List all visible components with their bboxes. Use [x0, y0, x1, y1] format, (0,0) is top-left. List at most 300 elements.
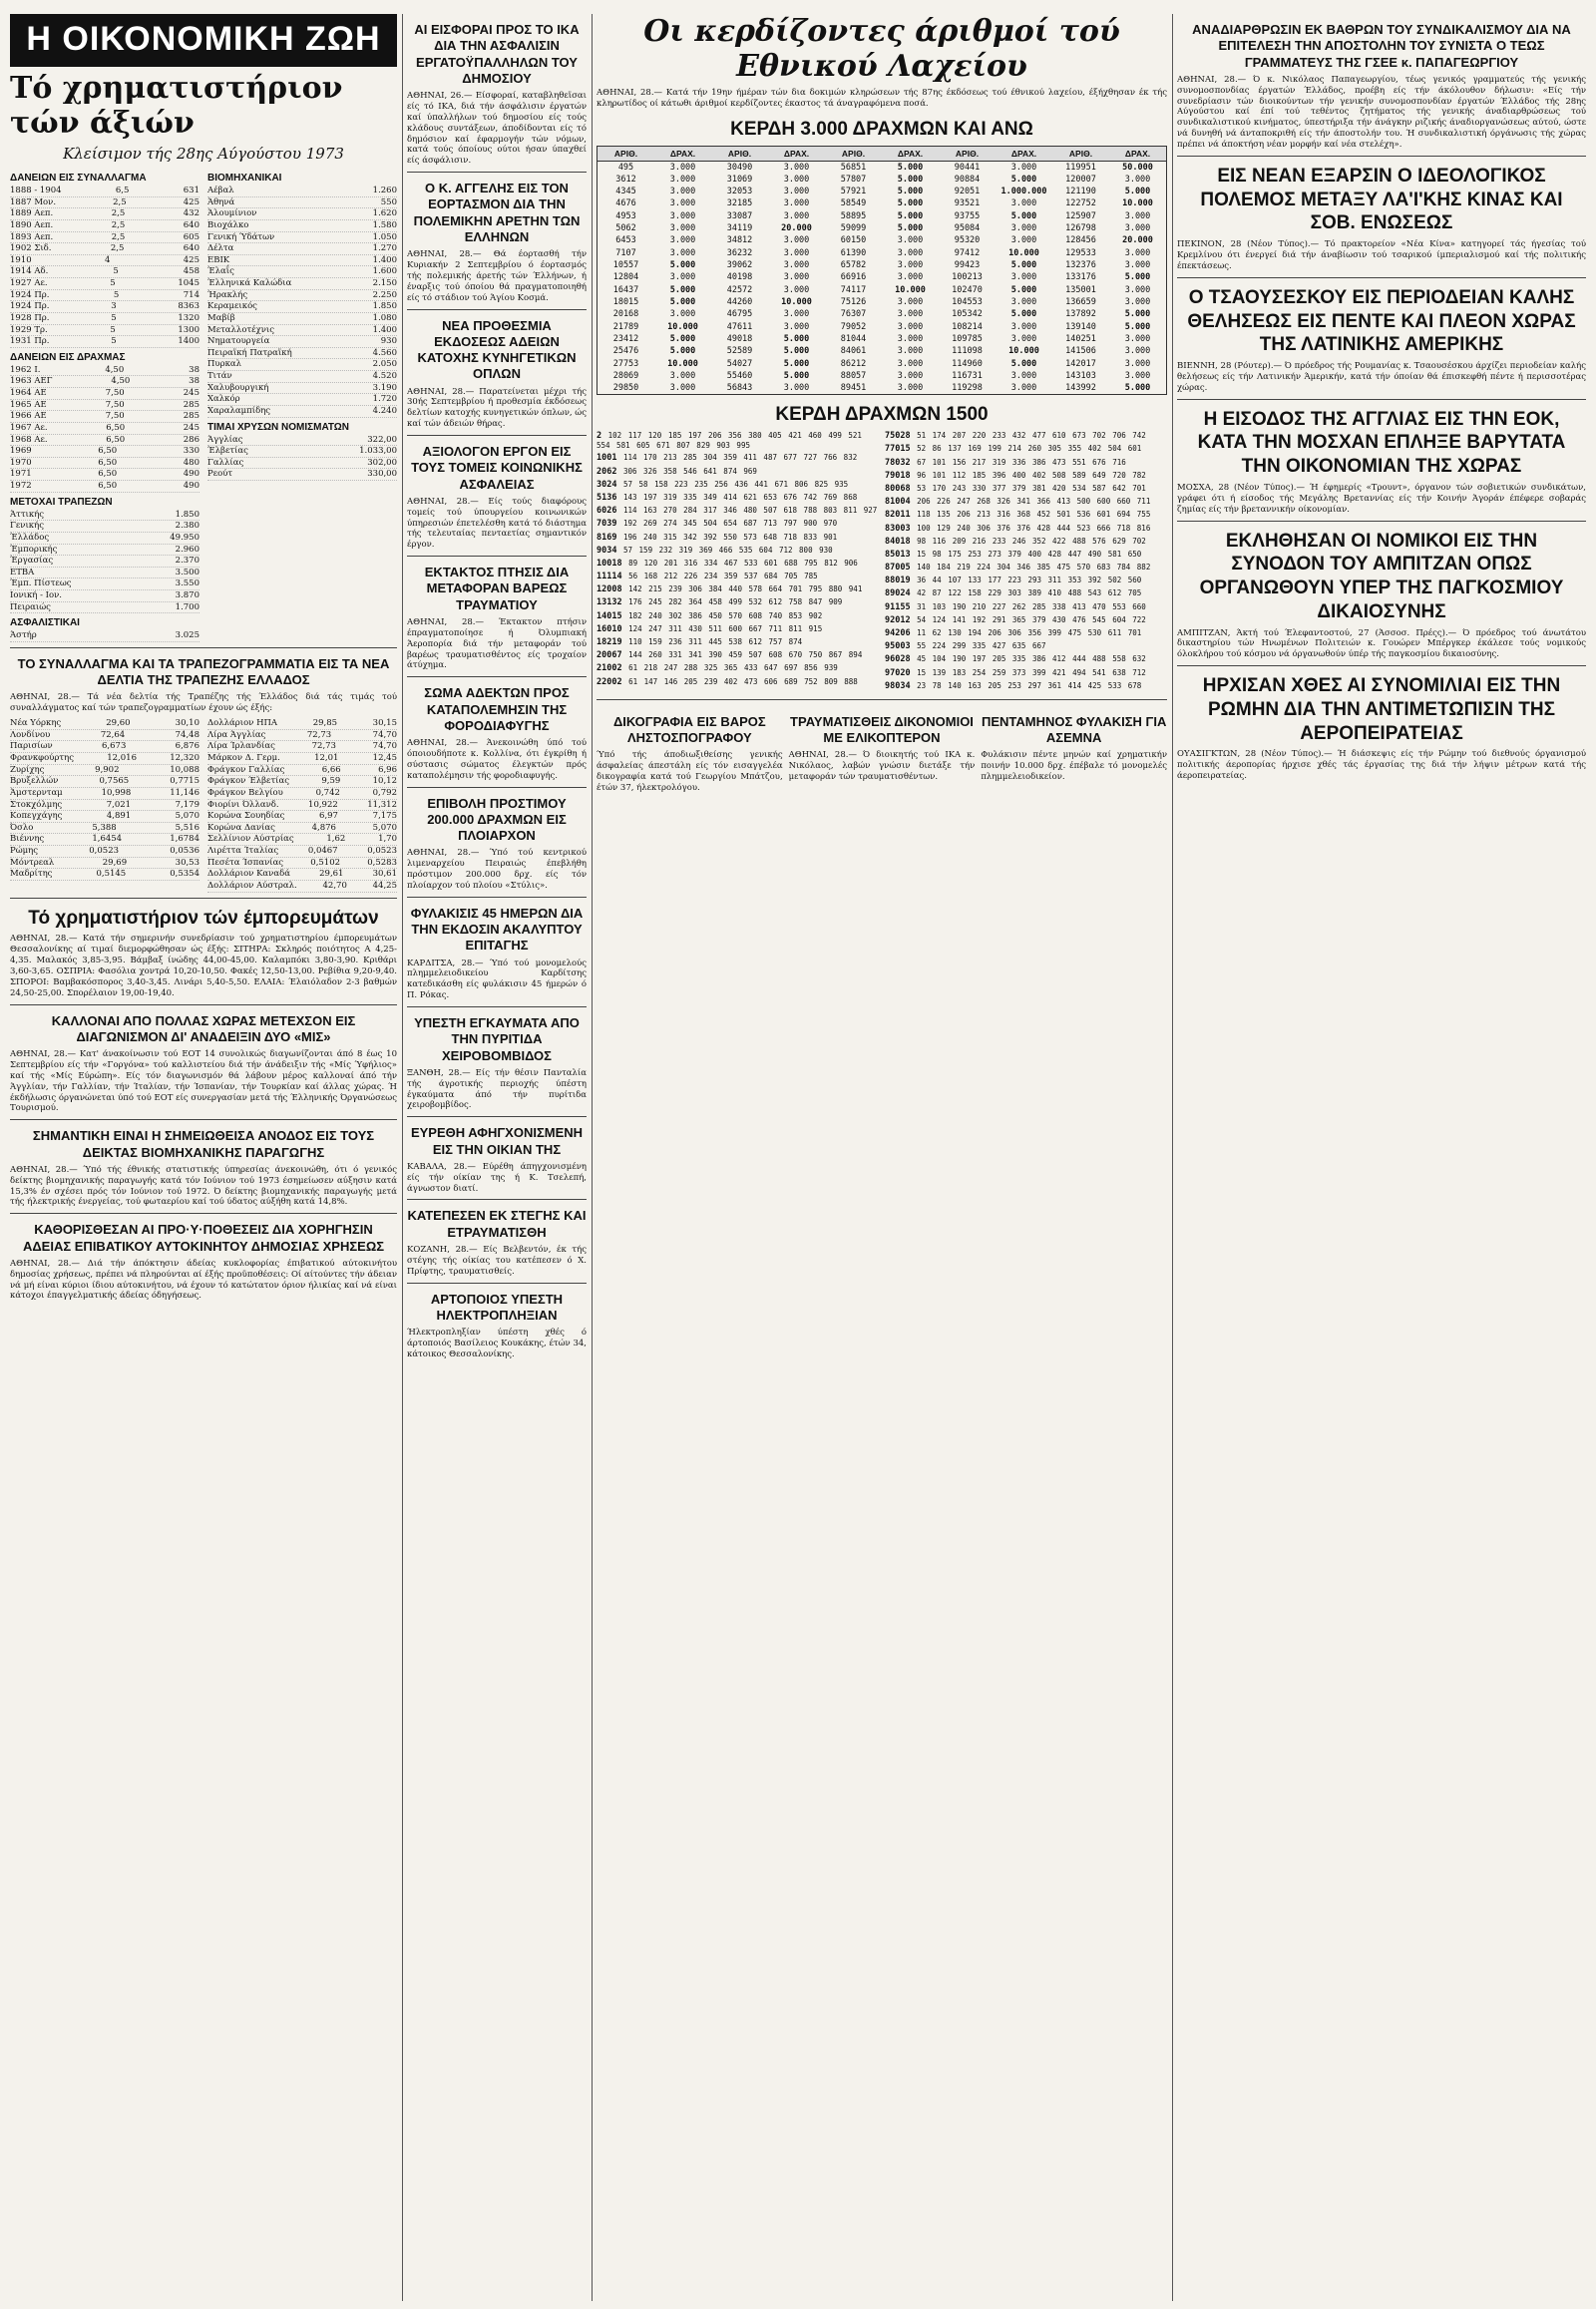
- lottery-intro: ΑΘΗΝΑΙ, 28.— Κατά τήν 19ην ήμέραν τών δια δοκιμών κληρώσεων τής 87ης έκδόσεως τού έθνικού λαχείου, έξήχθησαν έκ τής κληρωτίδος οί κάτωθι άριθμοί κερδίζοντες έκαστος τά άναγραφόμενα ποσά.: [597, 88, 1167, 109]
- lottery-prize: 3.000: [1124, 296, 1151, 307]
- lottery-number: 136659: [1065, 296, 1096, 307]
- lottery-number: 129533: [1065, 247, 1096, 258]
- lottery-number-block: [597, 480, 879, 490]
- lottery-prize: 3.000: [1010, 296, 1037, 307]
- table-cell: 1924 Πρ.: [10, 301, 50, 312]
- lottery-prize: 3.000: [783, 162, 810, 173]
- table-cell: 1902 Σιδ.: [10, 243, 52, 254]
- lottery-prize: 5.000: [897, 198, 924, 209]
- table-cell: Φιορίνι Όλλανδ.: [207, 799, 279, 810]
- lottery-number: 39062: [726, 260, 753, 270]
- stock-exchange-subtitle: Κλείσιμον τής 28ης Αύγούστου 1973: [63, 145, 344, 163]
- table-cell: 1931 Πρ.: [10, 336, 50, 347]
- table-row: [207, 383, 397, 395]
- bottom-brief: [981, 706, 1167, 798]
- lottery-number: 128456: [1065, 235, 1096, 246]
- lottery-prize: 3.000: [669, 223, 696, 234]
- table-cell: 6,5: [115, 186, 130, 195]
- table-row: [10, 741, 200, 753]
- table-row: [207, 266, 397, 278]
- lottery-prize: 5.000: [897, 210, 924, 221]
- table-cell: 30,61: [372, 869, 397, 880]
- lottery-prize: 5.000: [897, 174, 924, 185]
- table-row: [10, 578, 200, 590]
- brief-text-1: ΑΘΗΝΑΙ, 26.— Είσφοραί, καταβληθεϊσαι είς τό ΙΚΑ, διά τήν άσφάλισιν έργατών καί ύπαλλήλων τού δημοσίου είς τούς κλάδους συντάξεων, άποδίδονται είς τό δημόσιον καί έφαρμογήν τών νόμων, κατά τούς όποίους ούτοι ήσαν ύπαχθεί είς άσφάλισιν.: [407, 91, 587, 167]
- table-row: [207, 208, 397, 220]
- table-cell: 1.033,00: [359, 446, 397, 457]
- bottom-brief-text: Φυλάκισιν πέντε μηνών καί χρηματικήν ποινήν 10.000 δρχ. έπέβαλε τό μονομελές πλημμελειοδικείον.: [981, 750, 1167, 783]
- table-cell: 6,50: [98, 457, 118, 468]
- fx-table: [10, 718, 200, 892]
- lottery-prize: 3.000: [897, 272, 924, 283]
- lottery-prize: 10.000: [781, 296, 812, 307]
- table-cell: 72,64: [100, 729, 126, 740]
- table-cell: 42,70: [322, 880, 347, 891]
- lottery-block-lead: 2062: [597, 466, 617, 477]
- table-cell: Μόντρεαλ: [10, 857, 55, 868]
- table-row: [207, 313, 397, 325]
- lottery-number: 34812: [726, 235, 753, 246]
- lottery-number-block: [885, 602, 1167, 612]
- table-row: [10, 556, 200, 568]
- table-row: [10, 255, 200, 267]
- table-cell: Νηματουργεία: [207, 336, 270, 347]
- lottery-prize: 5.000: [1010, 174, 1037, 185]
- table-cell: 2,5: [111, 208, 126, 219]
- table-cell: 29,60: [106, 718, 131, 729]
- lottery-number: 116731: [952, 370, 983, 381]
- lottery-prize: 3.000: [783, 235, 810, 246]
- lottery-number: 90441: [954, 162, 981, 173]
- lottery-block-numbers: 51 174 207 220 233 432 477 610 673 702 706 742: [910, 431, 1146, 441]
- lottery-prize: 3.000: [783, 174, 810, 185]
- lottery-number: 25476: [612, 346, 639, 357]
- world-headline-5: ΕΚΛΗΘΗΣΑΝ ΟΙ ΝΟΜΙΚΟΙ ΕΙΣ ΤΗΝ ΣΥΝΟΔΟΝ ΤΟΥ ΑΜΠΙΤΖΑΝ ΟΠΩΣ ΟΡΓΑΝΩΘΟΥΝ ΥΠΕΡ ΤΗΣ ΠΑΓΚΟΣΜΙΟΥ ΔΙΚΑΙΟΣΥΝΗΣ: [1199, 530, 1564, 622]
- table-row: [207, 458, 397, 470]
- table-row: [207, 469, 397, 481]
- table-cell: 1320: [178, 312, 200, 323]
- table-cell: Φράγκον Έλβετίας: [207, 776, 289, 787]
- table-row: [10, 788, 200, 800]
- table-row: [10, 435, 200, 447]
- lottery-number: 4953: [615, 210, 636, 221]
- world-text-5: ΑΜΠΙΤΖΑΝ, Άκτή τού Έλεφαντοστού, 27 (Άσσοσ. Πρέςς).— Ό πρόεδρος τού άνωτάτου δικαστηρίου τών Ηνωμένων Πολιτειών κ. Γουώρεν Μπέργκερ έκάλεσε τούς νομικούς όλοκλήρου τού κόσμου νά όργανωθούν ύπέρ τής παγκοσμίου δικαιοσύνης.: [1177, 627, 1586, 660]
- lottery-block-numbers: 57 58 158 223 235 256 436 441 671 806 825 935: [616, 479, 849, 489]
- table-row: [10, 545, 200, 557]
- table-cell: 38: [189, 364, 200, 375]
- lottery-block-lead: 5136: [597, 492, 617, 503]
- table-cell: 490: [183, 481, 200, 491]
- brief-text-7: ΑΘΗΝΑΙ, 28.— Ύπό τού κεντρικού λιμεναρχείου Πειραιώς έπεβλήθη πρόστιμον 200.000 δρχ. είς τόν πλοίαρχον τού πλοίου «Στύλις».: [407, 848, 587, 891]
- lottery-block-numbers: 53 170 243 330 377 379 381 420 534 587 642 701: [910, 483, 1146, 493]
- lottery-number: 36232: [726, 247, 753, 258]
- lottery-number-block: [597, 431, 879, 450]
- table-cell: Βρυξελλών: [10, 776, 59, 787]
- table-row: [10, 521, 200, 533]
- table-cell: Τιτάν: [207, 371, 232, 381]
- lottery-number: 121190: [1065, 187, 1096, 197]
- table-cell: 7,179: [175, 799, 200, 810]
- lottery-prize: 5.000: [1124, 309, 1151, 320]
- table-cell: 605: [183, 231, 200, 242]
- lottery-number: 132376: [1065, 260, 1096, 270]
- lottery-prize: 3.000: [1010, 333, 1037, 344]
- lottery-prize: 3.000: [783, 284, 810, 295]
- table-cell: 5: [113, 289, 120, 300]
- lottery-block-numbers: 182 240 302 386 450 570 608 740 853 902: [621, 610, 823, 620]
- lottery-block-numbers: 124 247 311 430 511 600 667 711 811 915: [621, 623, 823, 633]
- lottery-header-1500: ΚΕΡΔΗ ΔΡΑΧΜΩΝ 1500: [775, 404, 989, 426]
- lottery-prize: 3.000: [669, 162, 696, 173]
- table-cell: Έλαΐς: [207, 266, 234, 277]
- table-cell: 6,50: [106, 434, 126, 445]
- table-cell: 3.500: [175, 567, 200, 577]
- world-headline-3: Ο ΤΣΑΟΥΣΕΣΚΟΥ ΕΙΣ ΠΕΡΙΟΔΕΙΑΝ ΚΑΛΗΣ ΘΕΛΗΣΕΩΣ ΕΙΣ ΠΕΝΤΕ ΚΑΙ ΠΛΕΟΝ ΧΩΡΑΣ ΤΗΣ ΛΑΤΙΝΙΚΗΣ ΑΜΕΡΙΚΗΣ: [1187, 286, 1576, 356]
- table-cell: 458: [183, 266, 200, 277]
- lottery-number-block: [885, 668, 1167, 678]
- lottery-prize: 1.000.000: [1000, 187, 1047, 197]
- table-cell: 302,00: [367, 457, 397, 468]
- lottery-number-block: [885, 615, 1167, 625]
- lottery-prize: 5.000: [1010, 210, 1037, 221]
- lottery-prize: 5.000: [1124, 187, 1151, 197]
- lottery-bottom-briefs: [597, 706, 1167, 798]
- lottery-block-numbers: 192 269 274 345 504 654 687 713 797 900 970: [616, 519, 838, 529]
- lottery-number-columns: [597, 431, 1167, 694]
- table-row: [10, 858, 200, 870]
- table-row: [207, 741, 397, 753]
- lottery-block-numbers: 23 78 140 163 205 253 297 361 414 425 533 678: [910, 680, 1142, 690]
- table-row: [207, 290, 397, 302]
- table-cell: 6,673: [102, 741, 127, 752]
- lottery-prize: 3.000: [669, 247, 696, 258]
- lottery-block-numbers: 206 226 247 268 326 341 366 413 500 600 660 711: [910, 497, 1151, 507]
- table-row: [10, 800, 200, 812]
- lottery-block-lead: 9034: [597, 545, 617, 556]
- lottery-number: 495: [617, 162, 634, 173]
- lottery-number-block: [885, 431, 1167, 441]
- table-row: [207, 788, 397, 800]
- table-cell: 72,73: [306, 729, 332, 740]
- table-cell: 1,62: [326, 834, 346, 845]
- section-masthead: Η ΟΙΚΟΝΟΜΙΚΗ ΖΩΗ: [10, 14, 397, 67]
- table-cell: 245: [183, 388, 200, 398]
- table-row: [207, 371, 397, 383]
- bottom-brief-text: ΑΘΗΝΑΙ, 28.— Ό διοικητής τού ΙΚΑ κ. Νικόλαος, λαβών γνώσιν διετάξε τήν μεταφοράν τών τραυματισθέντων.: [788, 750, 976, 783]
- lottery-prize: 3.000: [897, 370, 924, 381]
- lottery-prize: 3.000: [1124, 247, 1151, 258]
- lottery-prize: 5.000: [1124, 272, 1151, 283]
- table-cell: 1971: [10, 469, 32, 480]
- lottery-prize: 3.000: [1010, 223, 1037, 234]
- lottery-column-header: ΔΡΑΧ.: [1109, 147, 1166, 162]
- table-row: [10, 510, 200, 522]
- lottery-number: 88057: [840, 370, 867, 381]
- fx-intro: ΑΘΗΝΑΙ, 28.— Τά νέα δελτία τής Τραπέζης τής Έλλάδος διά τάς τιμάς τού συναλλάγματος καί τών τραπεζογραμματίων έχουν ώς έξής:: [10, 692, 397, 714]
- lottery-column-header: ΑΡΙΘ.: [711, 147, 768, 162]
- table-row: [207, 823, 397, 835]
- table-cell: Στοκχόλμης: [10, 799, 63, 810]
- lottery-number: 142017: [1065, 358, 1096, 369]
- table-cell: 12,320: [170, 753, 200, 763]
- table-row: [207, 765, 397, 777]
- table-cell: 1.050: [372, 231, 397, 242]
- table-cell: Γαλλίας: [207, 457, 244, 468]
- table-cell: 2,5: [111, 219, 126, 230]
- lottery-prize: 3.000: [897, 309, 924, 320]
- brief-headline-11: ΚΑΤΕΠΕΣΕΝ ΕΚ ΣΤΕΓΗΣ ΚΑΙ ΕΤΡΑΥΜΑΤΙΣΘΗ: [407, 1208, 587, 1240]
- lottery-number: 97412: [954, 247, 981, 258]
- brief-text-9: ΞΑΝΘΗ, 28.— Είς τήν θέσιν Πανταλία τής άγροτικής περιοχής ύπέστη έγκαύματα άπό τήν πυρίτιδα χειροβομβίδος.: [407, 1067, 587, 1111]
- table-cell: 6,876: [175, 741, 200, 752]
- table-cell: 1972: [10, 481, 32, 491]
- lottery-prize: 3.000: [783, 210, 810, 221]
- table-cell: Έλληνικά Καλώδια: [207, 278, 292, 288]
- table-cell: 322,00: [367, 434, 397, 445]
- lottery-block-lead: 94206: [885, 628, 911, 638]
- table-row: [10, 278, 200, 290]
- lottery-number: 40198: [726, 272, 753, 283]
- lottery-prize: 3.000: [783, 309, 810, 320]
- table-cell: Φράγκον Βελγίου: [207, 787, 283, 798]
- table-cell: Λονδίνου: [10, 729, 51, 740]
- lottery-block-numbers: 15 98 175 253 273 379 400 428 447 490 581 650: [910, 549, 1142, 559]
- lottery-prize: 5.000: [1010, 309, 1037, 320]
- lottery-number: 58895: [840, 210, 867, 221]
- lottery-prize: 3.000: [897, 346, 924, 357]
- drachma-loans-header: ΔΑΝΕΙΩΝ ΕΙΣ ΔΡΑΧΜΑΣ: [10, 351, 126, 363]
- table-cell: 5: [111, 336, 117, 347]
- table-cell: 0,0467: [307, 846, 338, 856]
- table-cell: 2.370: [175, 556, 200, 567]
- lottery-block-lead: 89024: [885, 588, 911, 599]
- brief-headline-9: ΥΠΕΣΤΗ ΕΓΚΑΥΜΑΤΑ ΑΠΟ ΤΗΝ ΠΥΡΙΤΙΔΑ ΧΕΙΡΟΒΟΜΒΙΔΟΣ: [414, 1015, 580, 1063]
- insurance-table: [10, 630, 200, 642]
- bottom-brief-headline: ΔΙΚΟΓΡΑΦΙΑ ΕΙΣ ΒΑΡΟΣ ΛΗΣΤΟΣΠΟΓΡΑΦΟΥ: [612, 713, 766, 746]
- table-cell: 29,69: [102, 857, 128, 868]
- lottery-prize-table: [597, 146, 1167, 396]
- table-cell: Μεταλλοτέχνις: [207, 324, 274, 335]
- lottery-number: 57921: [840, 187, 867, 197]
- lottery-number-block: [597, 624, 879, 634]
- table-cell: Άθηνά: [207, 196, 235, 207]
- lottery-number: 7107: [615, 247, 636, 258]
- lottery-block-numbers: 96 101 112 185 396 400 402 508 589 649 720 782: [910, 470, 1146, 480]
- loans-header: ΔΑΝΕΙΩΝ ΕΙΣ ΣΥΝΑΛΛΑΓΜΑ: [10, 173, 147, 184]
- lottery-number: 76307: [840, 309, 867, 320]
- table-row: [10, 423, 200, 435]
- fx-headline: ΤΟ ΣΥΝΑΛΛΑΓΜΑ ΚΑΙ ΤΑ ΤΡΑΠΕΖΟΓΡΑΜΜΑΤΙΑ ΕΙΣ ΤΑ ΝΕΑ ΔΕΛΤΙΑ ΤΗΣ ΤΡΑΠΕΖΗΣ ΕΛΛΑΔΟΣ: [17, 655, 390, 688]
- table-cell: 285: [183, 399, 200, 410]
- lottery-number-block: [885, 471, 1167, 481]
- table-cell: ΕΒΙΚ: [207, 254, 230, 265]
- lottery-number: 21789: [612, 321, 639, 332]
- table-cell: 5,388: [92, 822, 117, 833]
- lottery-prize: 5.000: [669, 333, 696, 344]
- bank-shares-header: ΜΕΤΟΧΑΙ ΤΡΑΠΕΖΩΝ: [10, 496, 113, 508]
- table-cell: 1965 ΑΕ: [10, 399, 47, 410]
- brief-headline-8: ΦΥΛΑΚΙΣΙΣ 45 ΗΜΕΡΩΝ ΔΙΑ ΤΗΝ ΕΚΔΟΣΙΝ ΑΚΑΛΥΠΤΟΥ ΕΠΙΤΑΓΗΣ: [410, 905, 584, 954]
- world-headline-2: ΕΙΣ ΝΕΑΝ ΕΞΑΡΣΙΝ Ο ΙΔΕΟΛΟΓΙΚΟΣ ΠΟΛΕΜΟΣ ΜΕΤΑΞΥ ΛΑ'Ι'ΚΗΣ ΚΙΝΑΣ ΚΑΙ ΣΟΒ. ΕΝΩΣΕΩΣ: [1200, 165, 1563, 234]
- gold-coins-header: ΤΙΜΑΙ ΧΡΥΣΩΝ ΝΟΜΙΣΜΑΤΩΝ: [207, 421, 350, 433]
- lottery-block-lead: 83003: [885, 523, 911, 534]
- table-row: [10, 313, 200, 325]
- lottery-number-block: [885, 537, 1167, 547]
- table-row: [207, 359, 397, 371]
- lottery-prize: 3.000: [897, 321, 924, 332]
- lottery-number-block: [597, 559, 879, 569]
- lottery-prize: 3.000: [783, 321, 810, 332]
- table-cell: Άστήρ: [10, 630, 37, 641]
- table-cell: Πειραϊκή Πατραϊκή: [207, 347, 292, 358]
- lottery-number: 33087: [726, 210, 753, 221]
- lottery-prize: 3.000: [783, 187, 810, 197]
- table-cell: Χαραλαμπίδης: [207, 405, 271, 416]
- table-row: [10, 266, 200, 278]
- table-cell: Μάρκον Δ. Γερμ.: [207, 753, 280, 763]
- lottery-block-lead: 98034: [885, 680, 911, 691]
- lottery-number: 42572: [726, 284, 753, 295]
- lottery-column-header: ΔΡΑΧ.: [882, 147, 939, 162]
- table-cell: 30,53: [175, 857, 200, 868]
- lottery-prize: 3.000: [1124, 333, 1151, 344]
- table-row: [207, 846, 397, 858]
- table-cell: 3.025: [175, 630, 200, 641]
- table-row: [207, 858, 397, 870]
- table-cell: 74,70: [372, 729, 397, 740]
- table-cell: 1890 Αεπ.: [10, 219, 54, 230]
- table-cell: 1967 Αε.: [10, 422, 48, 433]
- table-cell: 640: [183, 243, 200, 254]
- table-cell: 0,0523: [89, 846, 120, 856]
- table-cell: 425: [183, 196, 200, 207]
- lottery-number: 104553: [952, 296, 983, 307]
- lottery-number-block: [597, 533, 879, 543]
- lottery-number: 120007: [1065, 174, 1096, 185]
- lottery-prize: 5.000: [783, 346, 810, 357]
- table-row: [207, 800, 397, 812]
- industrial-header: ΒΙΟΜΗΧΑΝΙΚΑΙ: [207, 173, 282, 184]
- lottery-block-numbers: 42 87 122 158 229 303 389 410 488 543 612 705: [910, 588, 1142, 598]
- lottery-block-numbers: 118 135 206 213 316 368 452 501 536 601 694 755: [910, 510, 1151, 520]
- world-text-3: ΒΙΕΝΝΗ, 28 (Ρόυτερ).— Ό πρόεδρος τής Ρουμανίας κ. Τσαουσέσκου άρχίζει περιοδείαν καλής θελήσεως είς τήν Λατινικήν Άμερικήν, κατά τήν όποίαν θά έπισκεφθή πέντε ή περισσοτέρας χώρας.: [1177, 361, 1586, 393]
- lottery-prize: 3.000: [1010, 321, 1037, 332]
- lottery-prize: 3.000: [1010, 198, 1037, 209]
- lottery-column-header: ΔΡΑΧ.: [654, 147, 711, 162]
- table-cell: 10,12: [372, 776, 397, 787]
- column-news-briefs: [407, 14, 587, 2301]
- table-cell: 1.580: [372, 219, 397, 230]
- lottery-column-header: ΑΡΙΘ.: [598, 147, 654, 162]
- world-headline-4: Η ΕΙΣΟΔΟΣ ΤΗΣ ΑΓΓΛΙΑΣ ΕΙΣ ΤΗΝ ΕΟΚ, ΚΑΤΑ ΤΗΝ ΜΟΣΧΑΝ ΕΠΛΗΞΕ ΒΑΡΥΤΑΤΑ ΤΗΝ ΟΙΚΟΝΟΜΙΑΝ ΤΗΣ ΧΩΡΑΣ: [1197, 408, 1566, 478]
- lottery-prize: 3.000: [1124, 370, 1151, 381]
- lottery-block-lead: 16010: [597, 623, 622, 634]
- table-row: [10, 325, 200, 337]
- brief-headline-6: ΣΩΜΑ ΑΔΕΚΤΩΝ ΠΡΟΣ ΚΑΤΑΠΟΛΕΜΗΣΙΝ ΤΗΣ ΦΟΡΟΔΙΑΦΥΓΗΣ: [424, 685, 570, 733]
- table-cell: 29,61: [319, 869, 344, 880]
- lottery-number-block: [885, 444, 1167, 454]
- lottery-number: 90884: [954, 174, 981, 185]
- table-cell: 44,25: [372, 880, 397, 891]
- table-row: [10, 590, 200, 602]
- drachma-loans-table: [10, 365, 200, 493]
- bottom-brief: [597, 706, 783, 798]
- lottery-prize: 3.000: [1124, 223, 1151, 234]
- lottery-prize: 20.000: [781, 223, 812, 234]
- table-cell: 12,01: [314, 753, 339, 763]
- table-row: [10, 388, 200, 400]
- table-cell: 1893 Αεπ.: [10, 231, 54, 242]
- table-cell: 0,5145: [96, 869, 127, 880]
- lottery-number-block: [597, 519, 879, 529]
- lottery-number: 56843: [726, 383, 753, 394]
- table-row: [207, 776, 397, 788]
- bottom-brief: [789, 706, 976, 798]
- lottery-prize: 3.000: [669, 370, 696, 381]
- lottery-column-header: ΑΡΙΘ.: [939, 147, 996, 162]
- fx-tables: [10, 718, 397, 892]
- lottery-prize: 10.000: [1122, 198, 1153, 209]
- lottery-numbers-left: [597, 431, 879, 694]
- table-cell: Όσλο: [10, 822, 34, 833]
- table-cell: 1928 Πρ.: [10, 312, 50, 323]
- table-cell: 1927 Αε.: [10, 278, 48, 288]
- lottery-number: 61390: [840, 247, 867, 258]
- banknotes-table: [207, 718, 397, 892]
- table-cell: 1.700: [175, 601, 200, 612]
- lottery-title: Οι κερδίζοντες άριθμοί τού Εθνικού Λαχείου: [643, 14, 1120, 84]
- lottery-prize: 10.000: [1008, 346, 1039, 357]
- brief-text-11: ΚΟΖΑΝΗ, 28.— Είς Βελβεντόν, έκ τής στέγης τής οίκίας του κατέπεσεν ό Χ. Πρίφτης, τραυματισθείς.: [407, 1244, 587, 1277]
- lottery-number: 65782: [840, 260, 867, 270]
- world-text-2: ΠΕΚΙΝΟΝ, 28 (Νέον Τύπος).— Τό πρακτορείον «Νέα Κίνα» κατηγορεί τάς ήγεσίας τού Κρεμλίνου ότι ένεργεί διά τήν άναβίωσιν τού τσαρικού ίμπεριαλισμού καί τής πολιτικής έπεκτάσεως.: [1177, 239, 1586, 271]
- table-cell: 1.850: [175, 509, 200, 520]
- lottery-prize: 3.000: [1124, 210, 1151, 221]
- table-cell: Δολλάριον Καναδά: [207, 869, 290, 880]
- lottery-block-lead: 21002: [597, 663, 622, 674]
- lottery-number-block: [885, 628, 1167, 638]
- table-cell: Ρώμης: [10, 846, 39, 856]
- table-cell: Σελλίνιον Αύστρίας: [207, 834, 294, 845]
- table-cell: 5: [110, 324, 116, 335]
- lottery-column-header: ΑΡΙΘ.: [1052, 147, 1109, 162]
- lottery-prize: 5.000: [1010, 358, 1037, 369]
- table-cell: Άγγλίας: [207, 434, 243, 445]
- table-cell: 640: [183, 219, 200, 230]
- lottery-number-block: [597, 467, 879, 477]
- lottery-number: 140251: [1065, 333, 1096, 344]
- table-row: [207, 394, 397, 406]
- table-cell: 6,66: [321, 764, 341, 775]
- table-cell: 7,50: [105, 411, 125, 422]
- lottery-block-lead: 80068: [885, 483, 911, 494]
- table-row: [207, 834, 397, 846]
- table-row: [10, 823, 200, 835]
- lottery-number: 81044: [840, 333, 867, 344]
- table-row: [207, 869, 397, 881]
- lottery-number-block: [885, 510, 1167, 520]
- table-cell: 3.550: [175, 578, 200, 589]
- table-cell: 3: [111, 301, 117, 312]
- lottery-block-numbers: 114 170 213 285 304 359 411 487 677 727 766 832: [616, 453, 858, 463]
- table-row: [10, 630, 200, 642]
- table-cell: 330,00: [367, 469, 397, 480]
- lottery-number: 143992: [1065, 383, 1096, 394]
- table-cell: 1966 ΑΕ: [10, 411, 47, 422]
- table-row: [10, 469, 200, 481]
- lottery-block-lead: 79018: [885, 470, 911, 481]
- table-row: [10, 730, 200, 742]
